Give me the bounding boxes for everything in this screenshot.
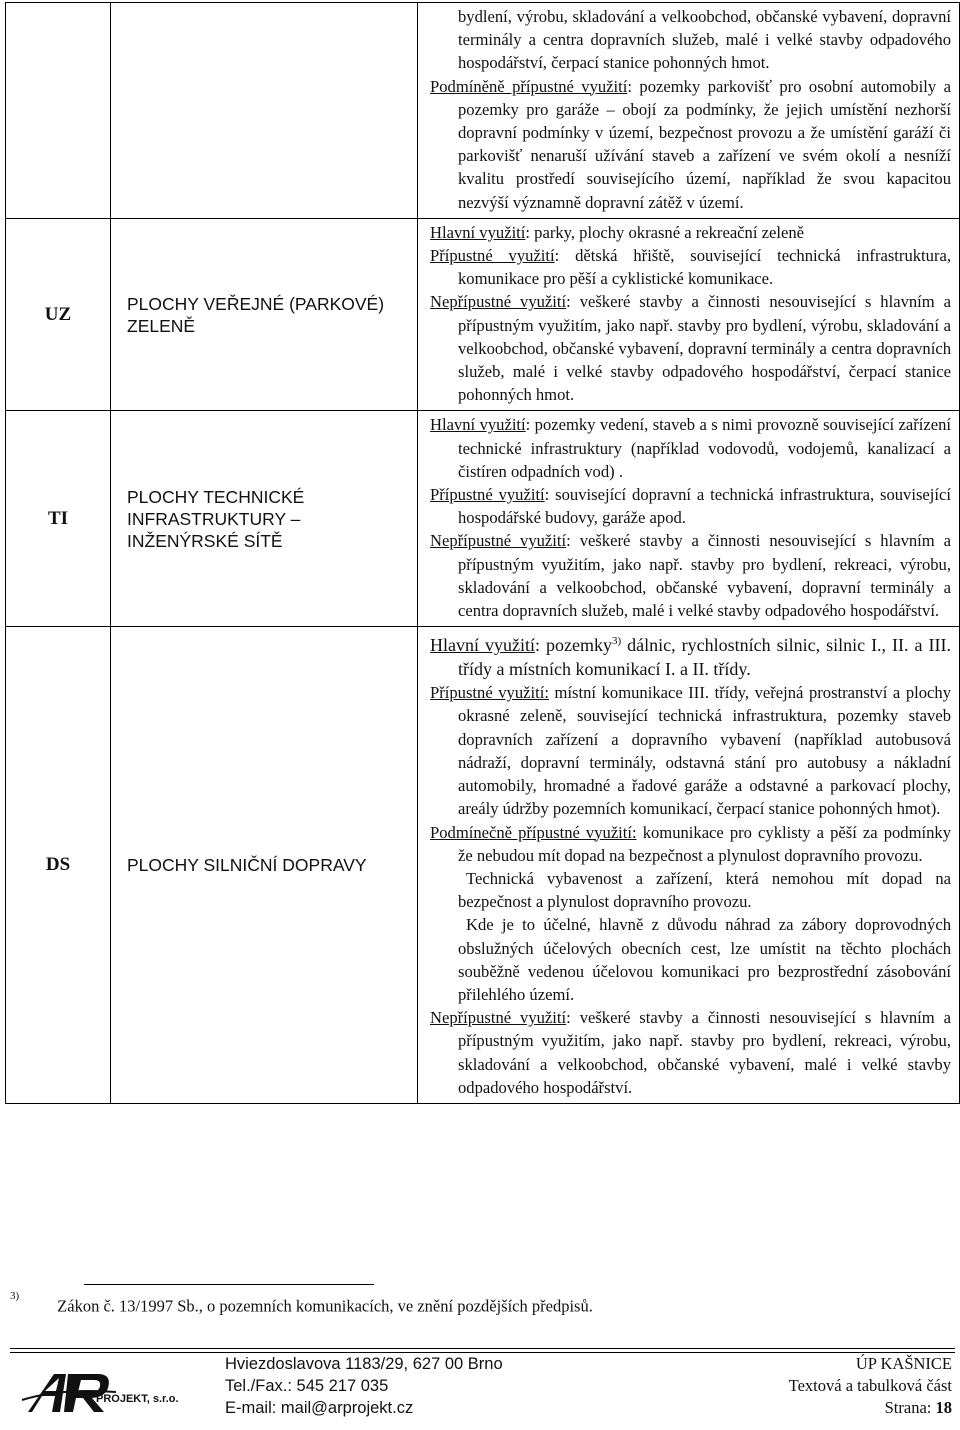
forbidden-use-paragraph <box>430 1006 951 1099</box>
service-road-paragraph <box>430 913 951 1006</box>
conditional-use-paragraph <box>430 821 951 867</box>
conditional-use-label: Podmíněně přípustné využití <box>430 76 628 96</box>
main-use-text: : parky, plochy okrasné a rekreační zeleně <box>525 222 804 242</box>
main-use-label: Hlavní využití <box>430 222 526 242</box>
company-logo-icon <box>20 1366 200 1416</box>
footnote-separator <box>84 1284 374 1285</box>
permitted-use-label: Přípustné využití: <box>430 683 549 703</box>
footer-contact <box>225 1353 503 1419</box>
page-label: Strana: <box>884 1398 936 1417</box>
permitted-use-text: : dětská hřiště, související technická infrastruktura, komunikace pro pěší a cyklistické komunikace. <box>458 246 951 289</box>
zone-code: UZ <box>6 218 111 411</box>
forbidden-use-text: : veškeré stavby a činnosti nesouvisející s hlavním a přípustným využitím, jako např. stavby pro bydlení, rekreaci, výrobu, skladování a velkoobchod, občanské vybavení, dopravní terminály a centra dopravních služeb, malé i velké stavby odpadového hospodářství. <box>458 531 951 621</box>
logo-text: PROJEKT, s.r.o. <box>96 1393 179 1405</box>
table-row <box>6 411 960 627</box>
table-row <box>6 218 960 411</box>
zone-name: PLOCHY TECHNICKÉ INFRASTRUKTURY – INŽENÝRSKÉ SÍTĚ <box>111 411 418 627</box>
footnote-mark: 3) <box>10 1290 20 1302</box>
forbidden-use-text: : veškeré stavby a činnosti nesouvisející s hlavním a přípustným využitím, jako např. stavby pro bydlení, výrobu, skladování a velkoobchod, občanské vybavení, dopravní terminály a centra dopravních služeb, malé i velké stavby odpadového hospodářství, čerpací stanice pohonných hmot. <box>458 292 951 405</box>
forbidden-use-label: Nepřípustné využití <box>430 1008 567 1028</box>
main-use-paragraph <box>430 629 951 681</box>
permitted-use-text: místní komunikace III. třídy, veřejná prostranství a plochy okrasné zeleně, související technická infrastruktura, pozemky staveb dopravních zařízení a dopravního vybavení (například autobusová nádraží, dopravní terminály, odstavná stání pro autobusy a nákladní automobily, hromadné a řadové garáže a odstavné a parkovací plochy, areály údržby pozemních komunikací, čerpací stanice pohonných hmot). <box>458 683 951 819</box>
zone-description-cell <box>418 411 960 627</box>
zone-description-cell <box>418 3 960 219</box>
conditional-use-text: : pozemky parkovišť pro osobní automobily a pozemky pro garáže – obojí za podmínky, že jejich umístění nezhorší dopravní podmínky v území, bezpečnost provozu a že umístění garáží či parkovišť nenaruší užívání staveb a zařízení ve svém okolí a nesníží kvalitu prostředí souvisejícího území, například že svou kapacitou nezvýší významně dopravní zátěž v území. <box>458 76 952 212</box>
zone-description-cell <box>418 627 960 1104</box>
main-use-label: Hlavní využití <box>430 635 535 656</box>
table-row <box>6 627 960 1104</box>
footer-email: E-mail: mail@arprojekt.cz <box>225 1399 414 1417</box>
table-row <box>6 3 960 219</box>
forbidden-use-paragraph <box>430 529 951 622</box>
footer-address: Hviezdoslavova 1183/29, 627 00 Brno <box>225 1355 503 1373</box>
footer-part: Textová a tabulková část <box>788 1376 952 1395</box>
forbidden-use-text: : veškeré stavby a činnosti nesouvisející s hlavním a přípustným využitím, jako např. stavby pro bydlení, rekreaci, výrobu, skladování a velkoobchod, občanské vybavení, malé i velké stavby odpadového hospodářství. <box>458 1008 951 1097</box>
zone-description-cell <box>418 218 960 411</box>
zone-code: DS <box>6 627 111 1104</box>
main-use-text-cont: dálnic, rychlostních silnic, silnic I., II. a III. třídy a místních komunikací I. a II. třídy. <box>458 635 951 680</box>
footer-page <box>789 1397 952 1419</box>
permitted-use-text: : související dopravní a technická infrastruktura, související hospodářské budovy, garáže apod. <box>458 485 951 528</box>
permitted-use-label: Přípustné využití <box>430 485 545 505</box>
forbidden-use-label: Nepřípustné využití <box>430 292 567 312</box>
zone-name-cell <box>111 3 418 219</box>
permitted-use-label: Přípustné využití <box>430 246 555 266</box>
continuation-text: bydlení, výrobu, skladování a velkoobchod, občanské vybavení, dopravní terminály a centra dopravních služeb, malé i velké stavby odpadového hospodářství, čerpací stanice pohonných hmot. <box>458 7 951 73</box>
footer-document-info <box>789 1353 952 1419</box>
zone-code: TI <box>6 411 111 627</box>
main-use-text: : pozemky <box>534 635 612 656</box>
page-number: 18 <box>935 1398 952 1417</box>
main-use-text: : pozemky vedení, staveb a s nimi provozně související zařízení technické infrastruktury (například vodovodů, vodojemů, kanalizací a čistíren odpadních vod) . <box>458 415 951 481</box>
conditional-use-text: komunikace pro cyklisty a pěší za podmínky že nebudou mít dopad na bezpečnost a plynulost dopravního provozu. <box>458 822 951 865</box>
footnote-text: Zákon č. 13/1997 Sb., o pozemních komunikacích, ve znění pozdějších předpisů. <box>57 1296 593 1316</box>
footnote <box>10 1290 593 1317</box>
main-use-paragraph <box>430 413 951 483</box>
permitted-use-paragraph <box>430 483 951 529</box>
footer-rule <box>10 1348 955 1349</box>
zone-name: PLOCHY SILNIČNÍ DOPRAVY <box>111 627 418 1104</box>
footer-phone: Tel./Fax.: 545 217 035 <box>225 1377 389 1395</box>
zoning-table <box>5 2 960 1104</box>
technical-equipment-text: Technická vybavenost a zařízení, která nemohou mít dopad na bezpečnost a plynulost dopravního provozu. <box>458 868 951 912</box>
forbidden-use-label: Nepřípustné využití <box>430 531 567 551</box>
forbidden-use-paragraph <box>430 290 951 406</box>
technical-equipment-paragraph <box>430 867 951 913</box>
footer-project: ÚP KAŠNICE <box>855 1354 952 1373</box>
main-use-paragraph <box>430 221 951 244</box>
main-use-label: Hlavní využití <box>430 415 526 435</box>
permitted-use-paragraph <box>430 681 951 820</box>
zone-code-cell <box>6 3 111 219</box>
conditional-use-paragraph <box>430 75 951 214</box>
permitted-use-paragraph <box>430 244 951 290</box>
footnote-ref: 3) <box>611 635 622 648</box>
zone-name: PLOCHY VEŘEJNÉ (PARKOVÉ) ZELENĚ <box>111 218 418 411</box>
service-road-text: Kde je to účelné, hlavně z důvodu náhrad za zábory doprovodných obslužných účelových obecních cest, lze umístit na těchto plochách souběžně vedenou účelovou komunikaci pro bezprostřední zásobování přilehlého území. <box>458 915 951 1004</box>
conditional-use-label: Podmínečně přípustné využití: <box>430 822 637 842</box>
